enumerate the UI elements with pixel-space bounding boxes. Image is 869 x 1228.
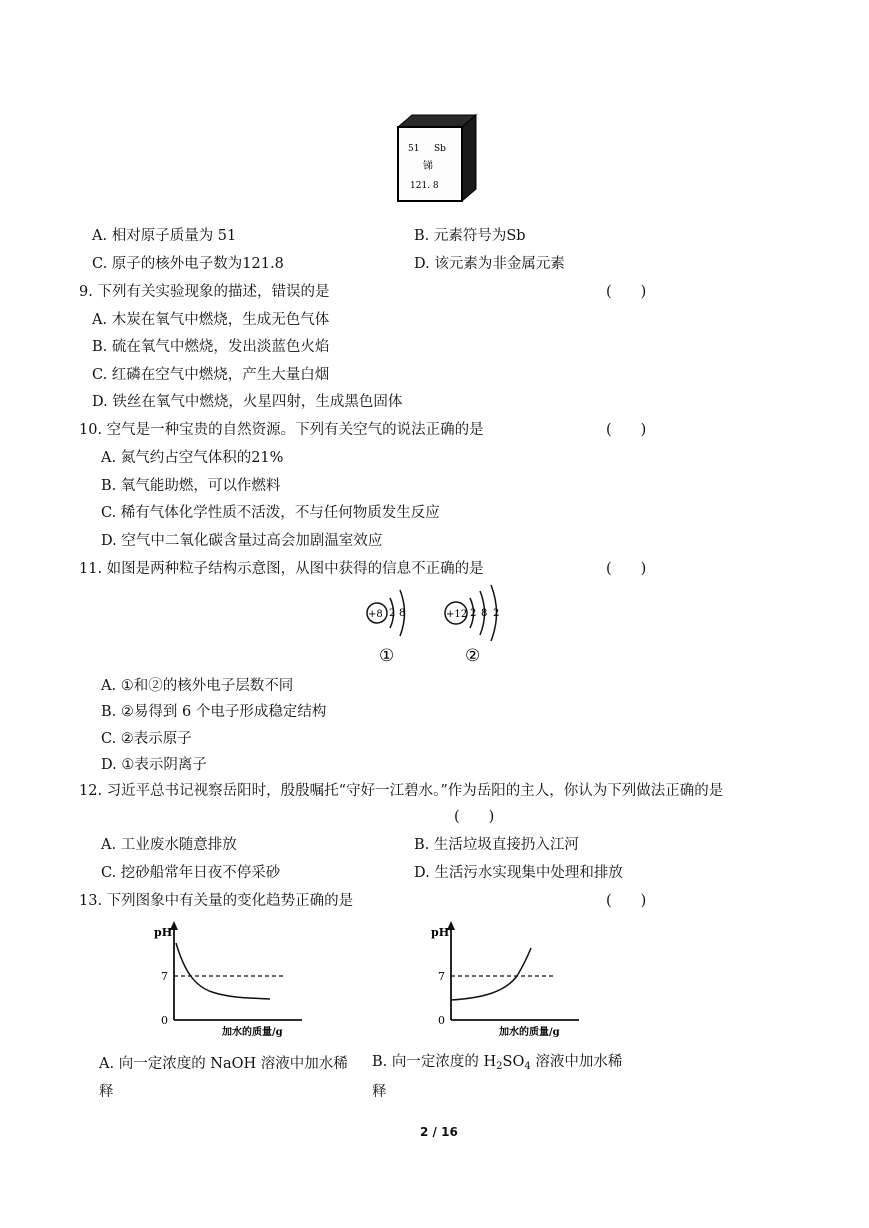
- particle-1-shell-2: 8: [399, 608, 406, 619]
- q11-option-c: C. ②表示原子: [101, 731, 192, 747]
- graph-a-origin: 0: [161, 1014, 168, 1027]
- particle-2-shell-1: 2: [470, 608, 477, 619]
- q9-option-d: D. 铁丝在氧气中燃烧，火星四射，生成黑色固体: [92, 394, 403, 410]
- q13-option-b-line2: 释: [372, 1084, 387, 1100]
- q9-stem: 9. 下列有关实验现象的描述，错误的是: [79, 284, 330, 300]
- particle-2-shell-3: 2: [493, 608, 500, 619]
- graph-b-curve: [451, 948, 531, 1000]
- graph-b-origin: 0: [438, 1014, 445, 1027]
- q13-stem: 13. 下列图象中有关量的变化趋势正确的是: [79, 893, 354, 909]
- q8-option-b: B. 元素符号为Sb: [414, 228, 526, 244]
- q13-option-b-post: 溶液中加水稀: [530, 1054, 623, 1070]
- q13-option-b-sub1: 2: [496, 1061, 503, 1072]
- q12-option-b: B. 生活垃圾直接扔入江河: [414, 837, 579, 853]
- q13-answer-bracket: ( ): [606, 893, 647, 909]
- q12-stem: 12. 习近平总书记视察岳阳时，殷殷嘱托“守好一江碧水。”作为岳阳的主人，你认为下列做法正确的是: [79, 783, 724, 799]
- particle-1-label: ①: [379, 646, 395, 666]
- q12-option-c: C. 挖砂船常年日夜不停采砂: [101, 865, 281, 881]
- graph-a-tick-7: 7: [161, 970, 168, 983]
- q10-option-b: B. 氧气能助燃，可以作燃料: [101, 478, 281, 494]
- particle-2-label: ②: [465, 646, 481, 666]
- element-name: 锑: [423, 161, 433, 172]
- q9-option-b: B. 硫在氧气中燃烧，发出淡蓝色火焰: [92, 339, 330, 355]
- q11-stem: 11. 如图是两种粒子结构示意图，从图中获得的信息不正确的是: [79, 561, 484, 577]
- particle-2: [445, 585, 499, 666]
- q13-option-a-line2: 释: [99, 1084, 114, 1100]
- page-number: 2 / 16: [420, 1125, 458, 1139]
- q11-option-d: D. ①表示阴离子: [101, 757, 207, 773]
- q11-option-b: B. ②易得到 6 个电子形成稳定结构: [101, 704, 327, 720]
- graph-a-x-axis-label: 加水的质量/g: [222, 1027, 283, 1038]
- element-number: 51: [408, 144, 420, 154]
- q13-option-a-line1: A. 向一定浓度的 NaOH 溶液中加水稀: [99, 1056, 348, 1072]
- element-mass: 121. 8: [410, 181, 439, 191]
- element-card-figure: [392, 113, 478, 205]
- particle-1-nucleus: +8: [368, 609, 383, 620]
- graph-a-y-axis-label: pH: [154, 926, 173, 939]
- q13-option-b-sub2: 4: [524, 1061, 531, 1072]
- graph-a-curve: [176, 943, 270, 999]
- q10-option-c: C. 稀有气体化学性质不活泼，不与任何物质发生反应: [101, 505, 440, 521]
- q13-option-b-pre: B. 向一定浓度的 H: [372, 1054, 497, 1070]
- q11-answer-bracket: ( ): [606, 561, 647, 577]
- q9-option-c: C. 红磷在空气中燃烧，产生大量白烟: [92, 367, 330, 383]
- q8-option-c: C. 原子的核外电子数为121.8: [92, 256, 284, 272]
- particle-1: [367, 590, 405, 666]
- particle-2-nucleus: +12: [446, 609, 468, 620]
- graph-a-ph-naoh: [150, 918, 310, 1038]
- q12-option-a: A. 工业废水随意排放: [101, 837, 237, 853]
- particle-2-shell-2: 8: [481, 608, 488, 619]
- q10-option-a: A. 氮气约占空气体积的21%: [101, 450, 284, 466]
- graph-b-x-axis-label: 加水的质量/g: [499, 1027, 560, 1038]
- q10-answer-bracket: ( ): [606, 422, 647, 438]
- particle-structure-diagram: [360, 582, 520, 668]
- q12-answer-bracket: ( ): [454, 809, 495, 825]
- q13-option-b-mid: SO: [502, 1054, 525, 1070]
- graph-b-y-axis-label: pH: [431, 926, 450, 939]
- q9-option-a: A. 木炭在氧气中燃烧，生成无色气体: [92, 312, 330, 328]
- graph-b-tick-7: 7: [438, 970, 445, 983]
- q10-stem: 10. 空气是一种宝贵的自然资源。下列有关空气的说法正确的是: [79, 422, 484, 438]
- q12-option-d: D. 生活污水实现集中处理和排放: [414, 865, 623, 881]
- graph-b-ph-h2so4: [427, 918, 587, 1038]
- q8-option-d: D. 该元素为非金属元素: [414, 256, 565, 272]
- q9-answer-bracket: ( ): [606, 284, 647, 300]
- q8-option-a: A. 相对原子质量为 51: [92, 228, 237, 244]
- particle-1-shell-1: 2: [389, 608, 396, 619]
- q11-option-a: A. ①和②的核外电子层数不同: [101, 678, 294, 694]
- element-symbol: Sb: [434, 144, 446, 154]
- q10-option-d: D. 空气中二氧化碳含量过高会加剧温室效应: [101, 533, 383, 549]
- q13-option-b-line1: [372, 1052, 622, 1077]
